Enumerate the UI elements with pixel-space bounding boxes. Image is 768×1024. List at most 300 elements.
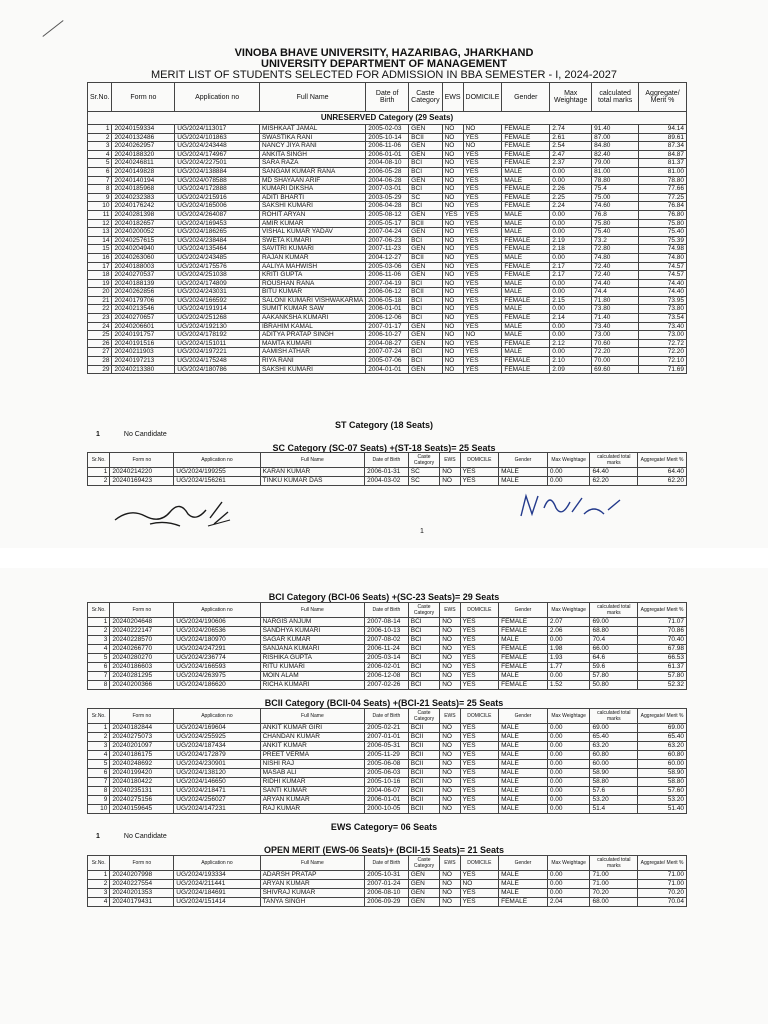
table-cell: 84.80 [592,142,639,151]
table-cell: NO [442,365,463,374]
table-cell: UG/2024/255925 [174,733,260,742]
table-cell: UG/2024/218471 [174,787,260,796]
table-cell: 2007-03-01 [366,185,409,194]
table-cell: 76.80 [639,210,687,219]
table-cell: NO [442,357,463,366]
table-cell: 64.6 [590,654,638,663]
table-row [88,769,687,778]
table-cell: FEMALE [499,681,548,690]
table-cell: 2005-10-16 [365,778,409,787]
table-cell: MALE [502,279,550,288]
table-cell: 0.00 [550,253,592,262]
table-cell: 20240179706 [112,296,175,305]
table-cell: 16 [88,253,112,262]
table-cell: BCI [409,296,442,305]
table-cell: 2006-11-06 [366,142,409,151]
table-cell: BCI [408,663,439,672]
table-cell: NO [442,271,463,280]
table-cell: BCI [409,202,442,211]
table-cell: 2.09 [550,365,592,374]
table-cell: MALE [499,769,548,778]
table-cell: 4 [88,645,110,654]
table-cell: 20240201097 [110,742,174,751]
table-cell: 2007-04-19 [366,279,409,288]
table-cell: 2.24 [550,202,592,211]
table-cell: 20240281295 [110,672,174,681]
table-cell: NO [440,898,460,907]
column-header: Caste Category [408,709,439,724]
table-cell: FEMALE [502,245,550,254]
column-header: DOMICILE [460,856,499,871]
column-header: Date of Birth [365,709,409,724]
column-header: Aggregate/ Merit % [639,83,687,112]
table-cell: FEMALE [502,262,550,271]
table-cell: 19 [88,279,112,288]
column-header: Sr.No. [88,603,110,618]
table-row [88,796,687,805]
table-row [88,193,687,202]
table-cell: 0.00 [550,322,592,331]
table-cell: 72.80 [592,245,639,254]
table-row [88,210,687,219]
column-header: Application no [174,603,260,618]
table-cell: 20240206601 [112,322,175,331]
table-cell: SANJANA KUMARI [260,645,365,654]
table-cell: 70.86 [638,627,687,636]
table-cell: 2.07 [547,618,590,627]
table-row [88,142,687,151]
column-header: Gender [502,83,550,112]
table-row [88,339,687,348]
column-header: Sr.No. [88,453,110,468]
table-cell: AALIYA MAHWISH [259,262,365,271]
column-header: Date of Birth [365,453,409,468]
table-cell: 1 [88,125,112,134]
table-cell: NO [463,125,502,134]
table-cell: BCI [408,672,439,681]
table-cell: BCII [408,751,439,760]
table-cell: NO [440,796,460,805]
table-cell: 69.00 [590,724,638,733]
table-cell: GEN [409,210,442,219]
table-cell: 8 [88,681,110,690]
table-cell: 21 [88,296,112,305]
table-cell: 20240180422 [110,778,174,787]
table-cell: UG/2024/175248 [175,357,260,366]
table-cell: NO [442,142,463,151]
table-cell: 70.60 [592,339,639,348]
table-row [88,219,687,228]
table-cell: GEN [409,228,442,237]
table-cell: 78.80 [639,176,687,185]
st-no-candidate [96,431,167,438]
table-cell: 2 [88,133,112,142]
table-cell: 0.00 [547,672,590,681]
table-cell: NO [442,288,463,297]
table-cell: YES [460,645,499,654]
table-cell: MALE [499,871,548,880]
table-cell: GEN [409,245,442,254]
signature-right [516,488,631,528]
table-cell: 2007-11-23 [366,245,409,254]
st-heading: ST Category (18 Seats) [334,420,434,430]
table-row [88,898,687,907]
table-cell: YES [460,724,499,733]
table-cell: NO [440,627,460,636]
table-row [88,348,687,357]
table-cell: 2006-05-28 [366,167,409,176]
table-cell: UG/2024/197221 [175,348,260,357]
table-cell: FEMALE [502,314,550,323]
table-cell: NO [440,724,460,733]
table-cell: UG/2024/236774 [174,654,260,663]
table-cell: 60.00 [590,760,638,769]
table-cell: FEMALE [499,645,548,654]
table-cell: YES [463,305,502,314]
table-cell: MALE [499,778,548,787]
table-cell: 0.00 [550,288,592,297]
column-header: Full Name [259,83,365,112]
table-cell: 20240201353 [110,889,174,898]
table-cell: 70.04 [638,898,687,907]
table-cell: 20240188003 [112,262,175,271]
column-header: Caste Category [408,856,439,871]
column-header: Form no [110,603,174,618]
table-cell: NO [440,468,460,477]
table-cell: NO [442,133,463,142]
table-cell: 20240179431 [110,898,174,907]
table-header-row [88,453,687,468]
table-cell: MALE [499,760,548,769]
table-cell: UG/2024/174809 [175,279,260,288]
table-cell: 0.00 [550,167,592,176]
table-cell: 63.20 [590,742,638,751]
table-cell: UG/2024/211441 [174,880,260,889]
table-cell: BCI [409,167,442,176]
table-cell: 71.40 [592,314,639,323]
table-cell: 5 [88,760,110,769]
table-cell: 20240235131 [110,787,174,796]
table-cell: RIYA RANI [259,357,365,366]
pen-mark [42,20,63,37]
table-cell: 0.00 [547,796,590,805]
unreserved-table [87,82,687,374]
column-header: EWS [440,709,460,724]
table-cell: NARGIS ANJUM [260,618,365,627]
table-cell: YES [463,322,502,331]
table-cell: GEN [409,271,442,280]
table-cell: 20240204648 [110,618,174,627]
table-cell: NO [440,787,460,796]
table-cell: UG/2024/247291 [174,645,260,654]
column-header: Gender [499,709,548,724]
table-cell: 58.80 [638,778,687,787]
table-cell: 0.00 [547,805,590,814]
table-cell: BCII [409,253,442,262]
table-cell: 74.60 [592,202,639,211]
table-cell: BCI [408,636,439,645]
table-cell: 0.00 [550,279,592,288]
table-cell: 2004-08-27 [366,339,409,348]
table-cell: 20240270537 [112,271,175,280]
table-cell: 2004-01-01 [366,365,409,374]
table-cell: BCI [408,681,439,690]
table-cell: BCII [408,742,439,751]
table-cell: 81.37 [639,159,687,168]
table-cell: 57.80 [590,672,638,681]
table-cell: UG/2024/186265 [175,228,260,237]
table-cell: NO [442,314,463,323]
column-header: Max Weightage [547,603,590,618]
table-cell: 2006-05-31 [365,742,409,751]
table-cell: 20240191516 [112,339,175,348]
table-cell: FEMALE [502,339,550,348]
table-cell: SARA RAZA [259,159,365,168]
table-cell: FEMALE [499,663,548,672]
table-cell: 89.61 [639,133,687,142]
table-cell: 20240270657 [112,314,175,323]
table-cell: 2007-04-24 [366,228,409,237]
table-row [88,636,687,645]
table-cell: 20240200366 [110,681,174,690]
table-cell: 2.14 [550,314,592,323]
table-cell: 2006-10-13 [365,627,409,636]
table-row [88,271,687,280]
table-cell: 20240186175 [110,751,174,760]
table-cell: NO [463,331,502,340]
table-row [88,477,687,486]
table-cell: 3 [88,889,110,898]
table-cell: MALE [502,219,550,228]
table-cell: 0.00 [547,787,590,796]
column-header: Form no [112,83,175,112]
table-cell: NO [440,654,460,663]
table-cell: YES [463,279,502,288]
table-cell: YES [463,288,502,297]
table-cell: 20240275156 [110,796,174,805]
table-cell: 1.93 [547,654,590,663]
table-cell: GEN [409,176,442,185]
table-cell: RISHIKA GUPTA [260,654,365,663]
table-cell: UG/2024/078588 [175,176,260,185]
table-cell: NO [463,142,502,151]
table-cell: 2000-10-05 [365,805,409,814]
table-cell: 2006-01-31 [365,468,409,477]
table-cell: AAMISH ATHAR [259,348,365,357]
table-cell: MALE [499,636,548,645]
table-cell: YES [460,468,499,477]
table-cell: UG/2024/166592 [175,296,260,305]
table-cell: UG/2024/263975 [174,672,260,681]
table-cell: BCII [408,778,439,787]
table-row [88,357,687,366]
table-cell: NO [440,733,460,742]
table-cell: 17 [88,262,112,271]
table-cell: 0.00 [550,219,592,228]
table-cell: GEN [408,871,439,880]
table-cell: 2.74 [550,125,592,134]
table-cell: 20240159334 [112,125,175,134]
table-cell: MALE [499,787,548,796]
table-cell: 73.80 [592,305,639,314]
table-cell: 78.80 [592,176,639,185]
table-cell: 1 [88,618,110,627]
column-header: DOMICILE [460,603,499,618]
table-cell: 81.00 [592,167,639,176]
table-cell: YES [463,228,502,237]
table-cell: KRITI GUPTA [259,271,365,280]
table-cell: BITU KUMAR [259,288,365,297]
table-cell: IBRAHIM KAMAL [259,322,365,331]
table-row [88,672,687,681]
column-header: Caste Category [408,453,439,468]
table-cell: YES [460,672,499,681]
table-cell: 59.6 [590,663,638,672]
table-cell: NO [442,185,463,194]
column-header: EWS [440,453,460,468]
table-cell: NO [440,477,460,486]
table-cell: NO [440,672,460,681]
table-cell: 71.00 [638,871,687,880]
table-cell: NO [440,889,460,898]
table-cell: 73.95 [639,296,687,305]
table-cell: 81.00 [639,167,687,176]
table-cell: UG/2024/230901 [174,760,260,769]
table-cell: FEMALE [502,142,550,151]
signature-left [110,490,240,535]
table-cell: BCI [408,618,439,627]
table-cell: 2.37 [550,159,592,168]
table-cell: 2006-04-28 [366,202,409,211]
table-cell: NO [440,805,460,814]
table-cell: NO [442,339,463,348]
table-cell: MALE [502,331,550,340]
table-cell: YES [442,210,463,219]
table-cell: 73.40 [592,322,639,331]
column-header: Application no [174,453,260,468]
table-cell: 20 [88,288,112,297]
table-cell: FEMALE [502,150,550,159]
table-cell: 20240197213 [112,357,175,366]
table-cell: RAJ KUMAR [260,805,365,814]
table-cell: RITU KUMARI [260,663,365,672]
column-header: EWS [440,856,460,871]
table-cell: MALE [502,288,550,297]
table-cell: 72.20 [639,348,687,357]
table-cell: NO [442,305,463,314]
column-header: Application no [174,856,260,871]
table-cell: 2005-02-21 [365,724,409,733]
table-row [88,645,687,654]
table-cell: 74.40 [592,279,639,288]
table-cell: MALE [499,672,548,681]
table-cell: UG/2024/165006 [175,202,260,211]
column-header: DOMICILE [463,83,502,112]
table-row [88,654,687,663]
table-cell: FEMALE [502,296,550,305]
table-body [88,871,687,907]
table-cell: NO [442,296,463,305]
column-header: Aggregate/ Merit % [638,709,687,724]
table-cell: NO [442,279,463,288]
table-row [88,468,687,477]
table-cell: 28 [88,357,112,366]
table-cell: YES [463,159,502,168]
table-cell: 57.60 [638,787,687,796]
table-cell: UG/2024/243031 [175,288,260,297]
table-cell: 58.80 [590,778,638,787]
table-cell: 20240140194 [112,176,175,185]
table-cell: MALE [499,880,548,889]
table-cell: UG/2024/175576 [175,262,260,271]
table-cell: YES [460,627,499,636]
table-cell: FEMALE [502,159,550,168]
column-header: Caste Category [409,83,442,112]
table-cell: BCI [409,159,442,168]
table-cell: SC [408,468,439,477]
table-cell: YES [460,654,499,663]
table-cell: UG/2024/138120 [174,769,260,778]
table-cell: FEMALE [502,365,550,374]
table-cell: 2005-02-03 [366,125,409,134]
table-cell: 25 [88,331,112,340]
table-cell: AMIR KUMAR [259,219,365,228]
column-header: EWS [440,603,460,618]
table-cell: MALE [502,176,550,185]
table-cell: 4 [88,150,112,159]
table-cell: 73.80 [639,305,687,314]
table-row [88,288,687,297]
table-cell: ROHIT ARYAN [259,210,365,219]
table-cell: 2005-06-08 [365,760,409,769]
no-candidate-number: 1 [96,431,100,438]
table-cell: 2005-06-03 [365,769,409,778]
table-cell: 2004-12-27 [366,253,409,262]
table-cell: 20240262856 [112,288,175,297]
table-cell: 22 [88,305,112,314]
table-cell: 2007-08-14 [365,618,409,627]
table-cell: 2.12 [550,339,592,348]
table-cell: 65.40 [590,733,638,742]
column-header: Max Weightage [547,709,590,724]
table-header-row [88,83,687,112]
table-cell: SANTI KUMAR [260,787,365,796]
table-cell: 2006-11-06 [366,271,409,280]
table-cell: 20240228570 [110,636,174,645]
table-cell: 2.18 [550,245,592,254]
table-cell: NO [442,236,463,245]
table-cell: YES [460,663,499,672]
department-title: UNIVERSITY DEPARTMENT OF MANAGEMENT [261,58,507,70]
table-cell: ANKITA SINGH [259,150,365,159]
table-body [88,618,687,690]
table-cell: 2.10 [550,357,592,366]
table-cell: 1 [88,871,110,880]
table-cell: 72.20 [592,348,639,357]
table-cell: 70.20 [590,889,638,898]
table-cell: 68.80 [590,627,638,636]
table-row [88,185,687,194]
table-cell: 62.20 [638,477,687,486]
table-cell: UG/2024/180970 [174,636,260,645]
table-cell: 2006-08-10 [365,889,409,898]
table-cell: FEMALE [502,185,550,194]
table-cell: 2006-02-01 [365,663,409,672]
table-cell: NO [440,769,460,778]
table-cell: 7 [88,778,110,787]
table-cell: YES [463,133,502,142]
table-cell: GEN [409,331,442,340]
